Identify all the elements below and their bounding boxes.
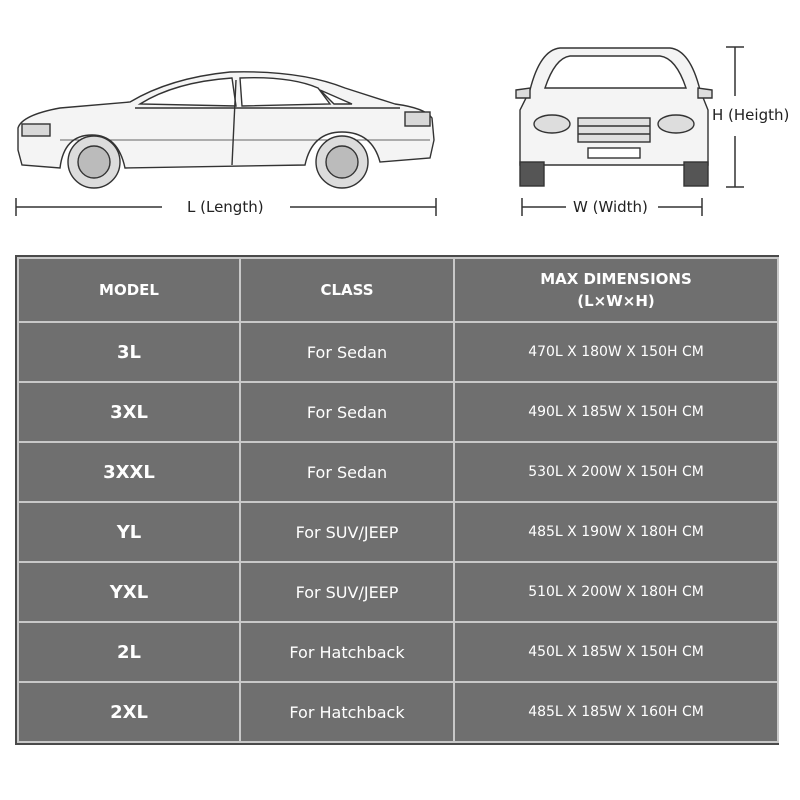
- table-row: [18, 622, 778, 682]
- cell-class: For Hatchback: [240, 682, 454, 742]
- table-row: [18, 682, 778, 742]
- table-row: [18, 322, 778, 382]
- cell-class: For Sedan: [240, 382, 454, 442]
- cell-dimensions: 510L X 200W X 180H CM: [454, 562, 778, 622]
- cell-class: For Sedan: [240, 442, 454, 502]
- header-max-dimensions-title: MAX DIMENSIONS: [540, 270, 692, 288]
- header-max-dimensions: [454, 258, 778, 322]
- cell-model: YXL: [18, 562, 240, 622]
- length-label: L (Length): [187, 198, 264, 216]
- cell-dimensions: 470L X 180W X 150H CM: [454, 322, 778, 382]
- table-row: [18, 502, 778, 562]
- header-class: CLASS: [240, 258, 454, 322]
- car-dimensions-diagram: [0, 0, 800, 240]
- header-max-dimensions-unit: (L×W×H): [577, 292, 655, 310]
- size-chart-table: [15, 255, 779, 745]
- header-model: MODEL: [18, 258, 240, 322]
- cell-model: 3XL: [18, 382, 240, 442]
- sedan-side-view: [18, 72, 434, 188]
- table-header-row: [18, 258, 778, 322]
- car-illustration: [0, 0, 800, 240]
- table-row: [18, 382, 778, 442]
- car-front-view: [516, 48, 712, 186]
- cell-dimensions: 530L X 200W X 150H CM: [454, 442, 778, 502]
- cell-dimensions: 485L X 185W X 160H CM: [454, 682, 778, 742]
- cell-dimensions: 490L X 185W X 150H CM: [454, 382, 778, 442]
- table-row: [18, 562, 778, 622]
- cell-class: For SUV/JEEP: [240, 502, 454, 562]
- cell-model: 2XL: [18, 682, 240, 742]
- cell-class: For Hatchback: [240, 622, 454, 682]
- width-label: W (Width): [573, 198, 648, 216]
- cell-dimensions: 450L X 185W X 150H CM: [454, 622, 778, 682]
- cell-model: 3L: [18, 322, 240, 382]
- cell-class: For Sedan: [240, 322, 454, 382]
- height-label: H (Heigth): [712, 106, 790, 124]
- cell-model: YL: [18, 502, 240, 562]
- cell-model: 3XXL: [18, 442, 240, 502]
- table-row: [18, 442, 778, 502]
- cell-class: For SUV/JEEP: [240, 562, 454, 622]
- cell-model: 2L: [18, 622, 240, 682]
- size-table: [17, 257, 779, 743]
- cell-dimensions: 485L X 190W X 180H CM: [454, 502, 778, 562]
